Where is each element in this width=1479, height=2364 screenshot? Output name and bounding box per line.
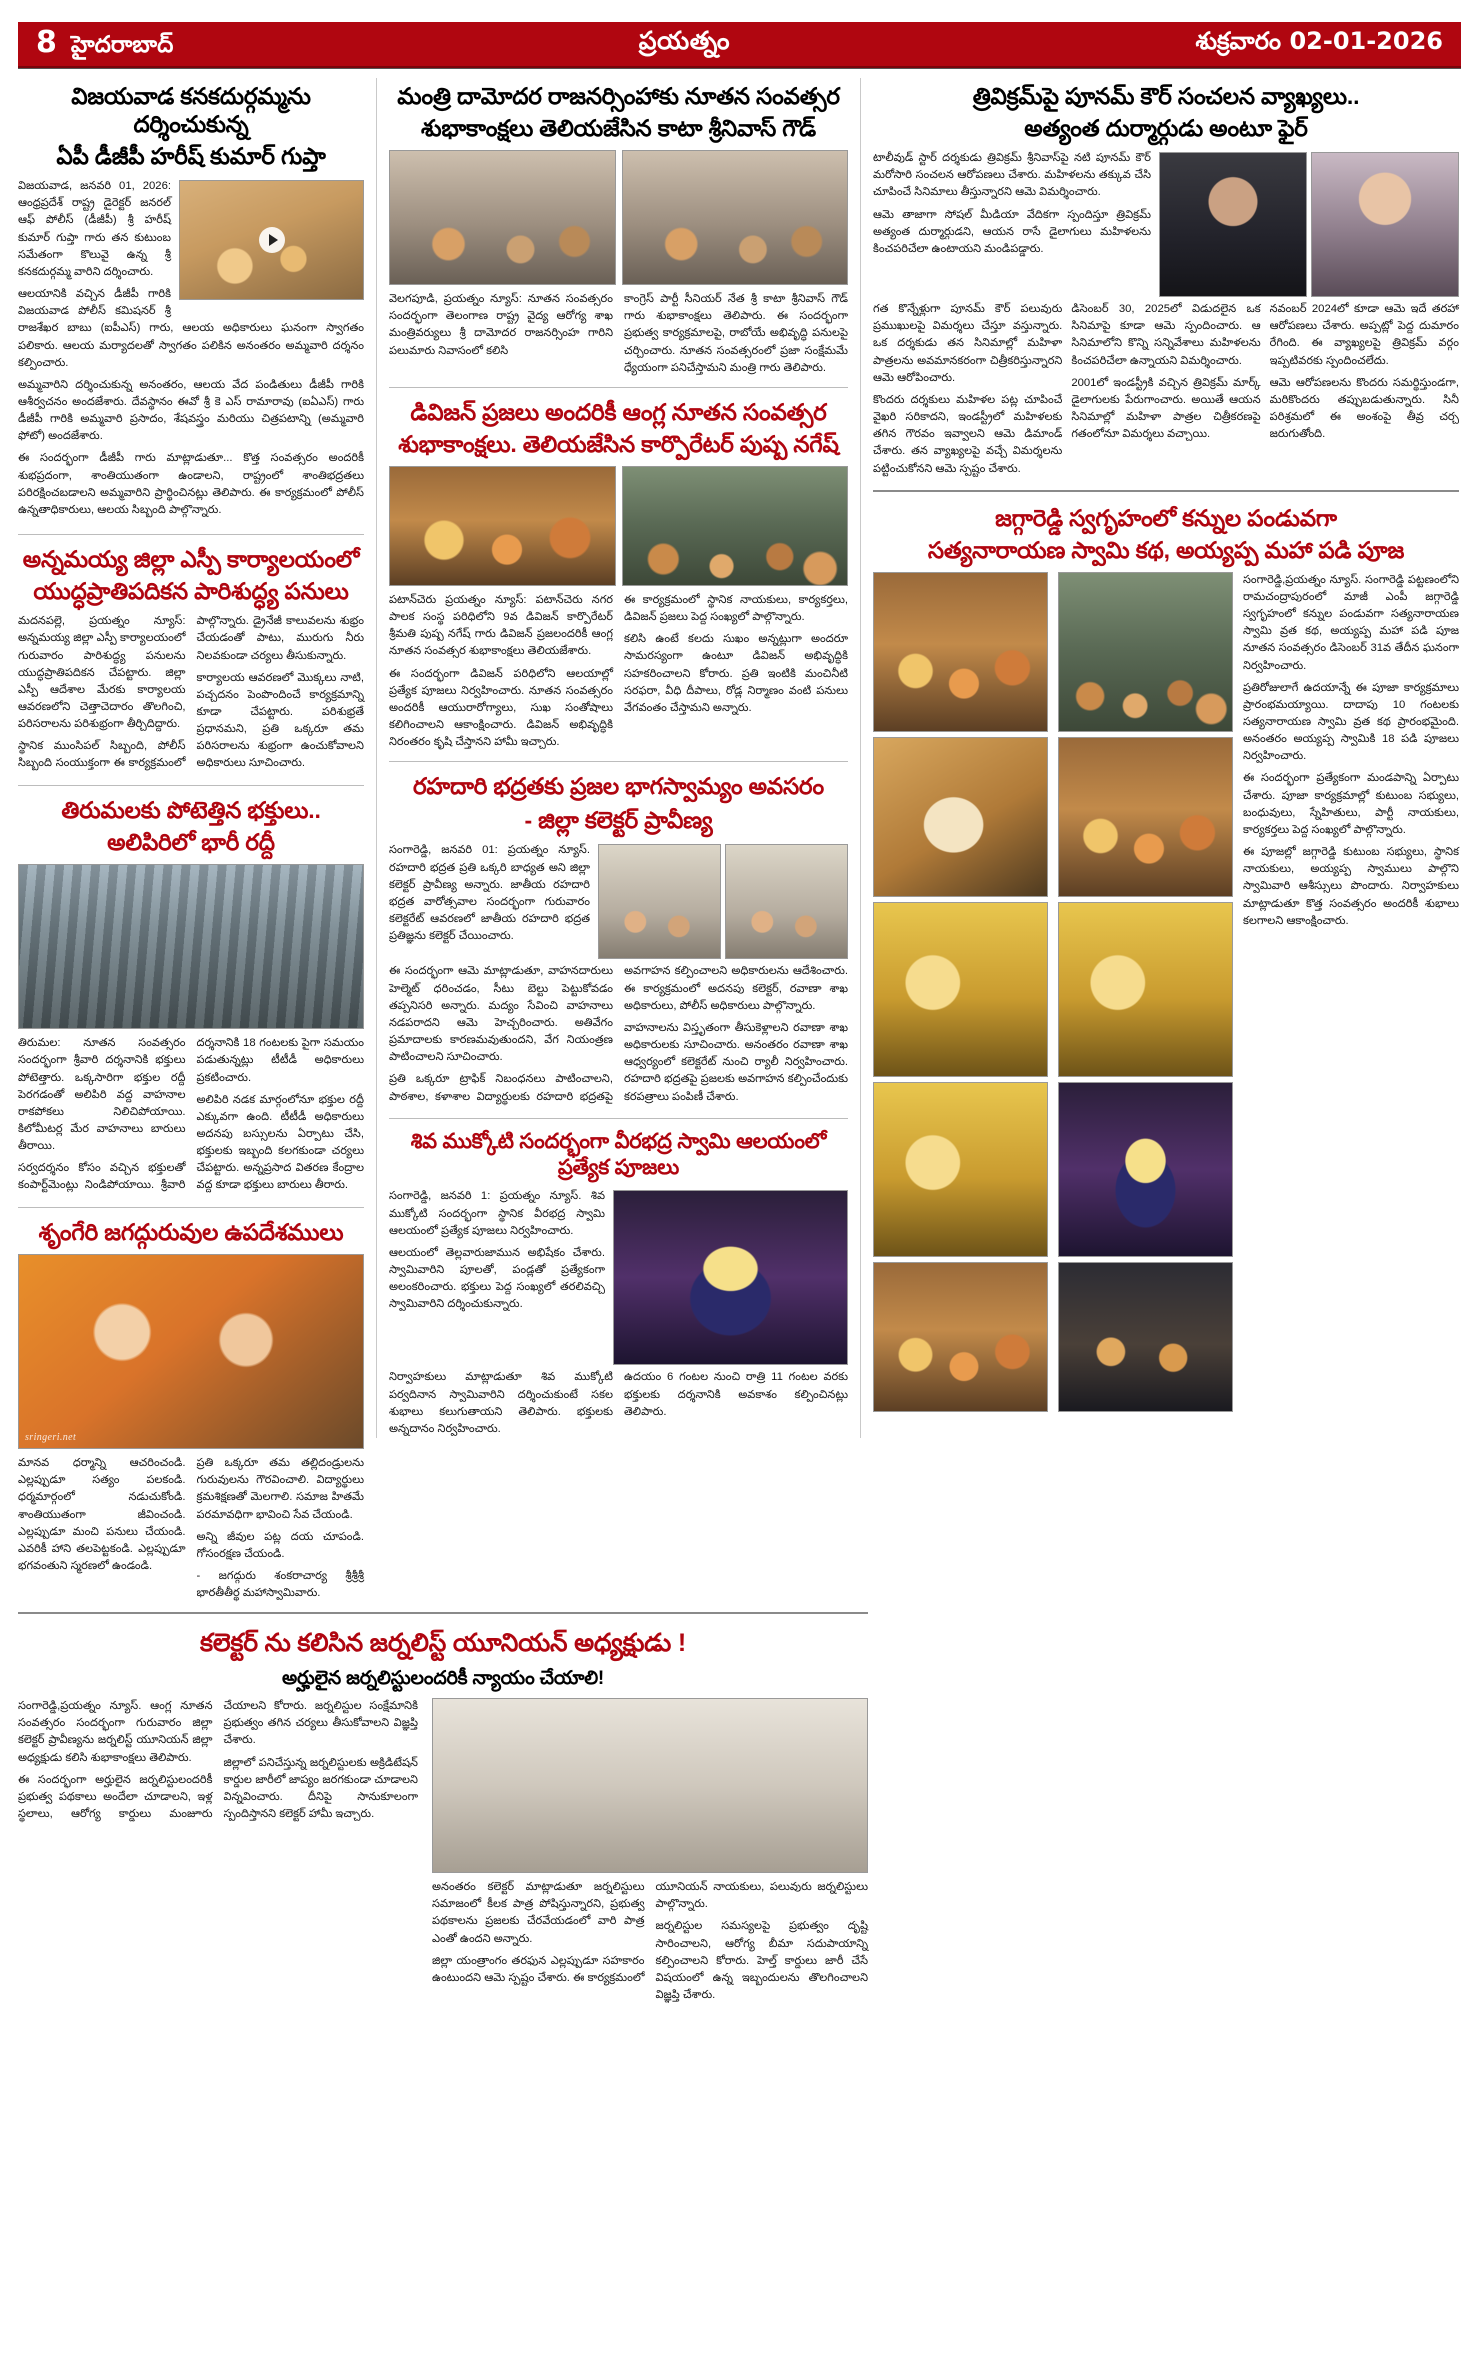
article-a2-body (18, 613, 364, 775)
para: అలిపిరి నడక మార్గంలోనూ భక్తుల రద్దీ ఎక్కువగా ఉంది. టీటీడీ అధికారులు అదనపు బస్సులను ఏర్పాటు చేసి, భక్తులకు ఇబ్బంది కలగకుండా చర్యలు చేపట్టారు. అన్నప్రసాద వితరణ కేంద్రాల వద్ద కూడా భక్తులు బారులు తీరారు. (196, 1093, 364, 1192)
headline-a1-line1: విజయవాడ కనకదుర్గమ్మను దర్శించుకున్న (71, 83, 311, 138)
para: ఉదయం 6 గంటల నుంచి రాత్రి 11 గంటల వరకు భక్తులకు దర్శనానికి అవకాశం కల్పించినట్లు తెలిపారు. (624, 1371, 848, 1418)
para: మానవ ధర్మాన్ని ఆచరించండి. ఎల్లప్పుడూ సత్యం పలకండి. ధర్మమార్గంలో నడుచుకోండి. శాంతియుతంగా జీవించండి. ఎల్లప్పుడూ మంచి పనులు చేయండి. ఎవరికీ హాని తలపెట్టకండి. ఎల్లప్పుడూ భగవంతుని స్మరణలో ఉండండి. (18, 1457, 186, 1573)
photo-pooja-ritual-1 (873, 902, 1048, 1077)
divider (389, 1118, 848, 1119)
para: మదనపల్లె, ప్రయత్నం న్యూస్: అన్నమయ్య జిల్లా ఎస్పీ కార్యాలయంలో గురువారం పారిశుద్ధ్య పనులను యుద్ధప్రాతిపదికన చేపట్టారు. జిల్లా ఎస్పీ ఆదేశాల మేరకు కార్యాలయ ఆవరణలోని చెత్తాచెదారం తొలగించి, పరిసరాలను పరిశుభ్రంగా తీర్చిదిద్దారు. (18, 615, 186, 731)
article-jaggareddy-satyanarayana-pooja (873, 504, 1459, 1412)
photo-trivikram-portrait (1159, 152, 1307, 297)
para: కలిసి ఉంటే కలదు సుఖం అన్నట్లుగా అందరూ సామరస్యంగా ఉంటూ డివిజన్ అభివృద్ధికి సహకరించాలని కోరారు. ప్రతి ఇంటికి మంచినీటి సరఫరా, వీధి దీపాలు, రోడ్ల నిర్మాణం వంటి పనులు వేగవంతం చేస్తామని అన్నారు. (624, 633, 848, 714)
para: సంగారెడ్డి, జనవరి 01: ప్రయత్నం న్యూస్. రహదారి భద్రత ప్రతి ఒక్కరి బాధ్యత అని జిల్లా కలెక్టర్ ప్రావీణ్య అన్నారు. జాతీయ రహదారి భద్రత వారోత్సవాల సందర్భంగా గురువారం కలెక్టరేట్ ఆవరణలో జాతీయ రహదారి భద్రత ప్రతిజ్ఞను కలెక్టర్ చేయించారు. (389, 844, 590, 943)
para: సర్వదర్శనం కోసం వచ్చిన భక్తులతో కంపార్ట్‌మెంట్లు నిండిపోయాయి. శ్రీవారి దర్శనానికి 18 గంటలకు పైగా సమయం పడుతున్నట్లు టీటీడీ అధికారులు ప్రకటించారు. (18, 1037, 364, 1192)
para: ప్రతి ఒక్కరూ ట్రాఫిక్ నిబంధనలు పాటించాలని, పాఠశాల, కళాశాల విద్యార్థులకు రహదారి భద్రతపై అవగాహన కల్పించాలని అధికారులను ఆదేశించారు. ఈ కార్యక్రమంలో అదనపు కలెక్టర్, రవాణా శాఖ అధికారులు, పోలీస్ అధికారులు పాల్గొన్నారు. (389, 965, 848, 1103)
divider (389, 761, 848, 762)
photo-minister-greeting-2 (622, 150, 849, 285)
para: స్థానిక ముంసిపల్ సిబ్బంది, పోలీస్ సిబ్బంది సంయుక్తంగా ఈ కార్యక్రమంలో పాల్గొన్నారు. డ్రైనేజీ కాలువలను శుభ్రం చేయడంతో పాటు, మురుగు నీరు నిలవకుండా చర్యలు తీసుకున్నారు. (18, 615, 364, 770)
para: ఈ కార్యక్రమంలో స్థానిక నాయకులు, కార్యకర్తలు, డివిజన్ ప్రజలు పెద్ద సంఖ్యలో పాల్గొన్నారు. (624, 593, 848, 624)
headline-a3-line1: తిరుమలకు పోటెత్తిన భక్తులు.. (61, 797, 321, 824)
para: ఈ సందర్భంగా అర్హులైన జర్నలిస్టులందరికీ ప్రభుత్వ పథకాలు అందేలా చూడాలని, ఇళ్ల స్థలాలు, ఆరోగ్య కార్డులు మంజూరు చేయాలని కోరారు. జర్నలిస్టుల సంక్షేమానికి ప్రభుత్వం తగిన చర్యలు తీసుకోవాలని విజ్ఞప్తి చేశారు. (18, 1700, 418, 1821)
para: సంగారెడ్డి,ప్రయత్నం న్యూస్. ఆంగ్ల నూతన సంవత్సరం సందర్భంగా గురువారం జిల్లా కలెక్టర్ ప్రావీణ్యను జర్నలిస్ట్ యూనియన్ జిల్లా అధ్యక్షుడు కలిసి శుభాకాంక్షలు తెలిపారు. (18, 1700, 213, 1764)
headline-b2-line1: డివిజన్ ప్రజలు అందరికీ ఆంగ్ల నూతన సంవత్సర (410, 398, 827, 425)
para: టాలీవుడ్ స్టార్ దర్శకుడు త్రివిక్రమ్ శ్రీనివాస్‌పై నటి పూనమ్ కౌర్ మరోసారి సంచలన ఆరోపణలు చేశారు. మహిళలను తక్కువ చేసి చూపించే సినిమాలు తీస్తున్నారని ఆమె విమర్శించారు. (873, 152, 1151, 199)
para: కాంగ్రెస్ పార్టీ సీనియర్ నేత శ్రీ కాటా శ్రీనివాస్ గౌడ్ గారు శుభాకాంక్షలు తెలిపారు. ఈ సందర్భంగా ప్రభుత్వ కార్యక్రమాలపై, రాబోయే అభివృద్ధి పనులపై చర్చించారు. నూతన సంవత్సరంలో ప్రజా సంక్షేమమే ధ్యేయంగా పనిచేస్తామని మంత్రి గారు తెలిపారు. (624, 293, 848, 374)
photo-alipiri-traffic (18, 864, 364, 1029)
para: ప్రతిరోజులాగే ఉదయాన్నే ఈ పూజా కార్యక్రమాలు ప్రారంభమయ్యాయి. దాదాపు 10 గంటలకు సత్యనారాయణ స్వామి వ్రత కథ ప్రారంభమైంది. అనంతరం అయ్యప్ప స్వామికి 18 పడి పూజలు నిర్వహించారు. (1243, 681, 1459, 763)
photo-gathering-3 (1058, 902, 1233, 1077)
article-road-safety-collector (389, 772, 848, 1108)
article-a4-body (18, 1455, 364, 1602)
para: ప్రతి ఒక్కరూ తమ తల్లిదండ్రులను గురువులను గౌరవించాలి. విద్యార్థులు క్రమశిక్షణతో మెలగాలి. సమాజ హితమే పరమావధిగా భావించి సేవ చేయండి. (196, 1457, 364, 1521)
para: జిల్లా యంత్రాంగం తరఫున ఎల్లప్పుడూ సహకారం ఉంటుందని ఆమె స్పష్టం చేశారు. ఈ కార్యక్రమంలో యూనియన్ నాయకులు, పలువురు జర్నలిస్టులు పాల్గొన్నారు. (432, 1881, 868, 1984)
publication-date: శుక్రవారం 02-01-2026 (1195, 27, 1443, 55)
para: ఆమె ఆరోపణలను కొందరు సమర్థిస్తుండగా, మరికొందరు తప్పుబడుతున్నారు. సినీ పరిశ్రమలో ఈ అంశంపై తీవ్ర చర్చ జరుగుతోంది. (1269, 376, 1459, 441)
article-b1-body (389, 291, 848, 377)
photo-drum-procession (873, 737, 1048, 897)
para: ఈ సందర్భంగా డివిజన్ పరిధిలోని ఆలయాల్లో ప్రత్యేక పూజలు నిర్వహించారు. నూతన సంవత్సరం అందరికీ ఆయురారోగ్యాలు, సుఖ సంతోషాలు కలిగించాలని ఆకాంక్షించారు. డివిజన్ అభివృద్ధికి నిరంతరం కృషి చేస్తానని హామీ ఇచ్చారు. (389, 667, 613, 749)
para: సంగారెడ్డి,ప్రయత్నం న్యూస్. సంగారెడ్డి పట్టణంలోని రామచంద్రాపురంలో మాజీ ఎంపీ జగ్గారెడ్డి స్వగృహంలో కన్నుల పండువగా సత్యనారాయణ స్వామి వ్రత కథ, అయ్యప్ప మహా పడి పూజ నూతన సంవత్సరం డిసెంబర్ 31వ తేదీన ఘనంగా నిర్వహించారు. (1243, 573, 1459, 672)
photo-poonam-kaur-portrait (1311, 152, 1459, 297)
divider (873, 490, 1459, 492)
para: ఆమె తాజాగా సోషల్ మీడియా వేదికగా స్పందిస్తూ త్రివిక్రమ్ అత్యంత దుర్మార్గుడని, ఆయన రాసే డైలాగులు మహిళలను కించపరిచేలా ఉంటాయని మండిపడ్డారు. (873, 208, 1151, 255)
article-tirumala-rush (18, 796, 364, 1197)
headline-b1-line1: మంత్రి దామోదర రాజనర్సింహాకు నూతన సంవత్సర (397, 83, 840, 109)
headline-a2-line2: యుద్ధప్రాతిపదికన పారిశుద్ధ్య పనులు (33, 578, 349, 605)
headline-c2-line1: జగ్గారెడ్డి స్వగృహంలో కన్నుల పండువగా (995, 504, 1337, 531)
headline-a4: శృంగేరి జగద్గురువుల ఉపదేశములు (38, 1219, 344, 1246)
para: ఈ పూజల్లో జగ్గారెడ్డి కుటుంబ సభ్యులు, స్థానిక నాయకులు, అయ్యప్ప స్వాములు పాల్గొని స్వామివారి ఆశీస్సులు పొందారు. నిర్వాహకులు మాట్లాడుతూ కొత్త సంవత్సరం అందరికీ శుభాలు కలగాలని ఆకాంక్షించారు. (1243, 846, 1459, 927)
article-b3-body (389, 842, 848, 1108)
photo-group-b2 (389, 466, 848, 586)
divider (389, 387, 848, 388)
para: ఈ సందర్భంగా డీజీపీ గారు మాట్లాడుతూ... కొత్త సంవత్సరం అందరికీ శుభప్రదంగా, శాంతియుతంగా ఉండాలని, రాష్ట్రంలో శాంతిభద్రతలు పరిరక్షించబడాలని అమ్మవారిని ప్రార్థించినట్లు తెలిపారు. ఈ కార్యక్రమంలో పోలీస్ ఉన్నతాధికారులు, ఆలయ సిబ్బంది పాల్గొన్నారు. (18, 452, 364, 516)
article-c2-layout (873, 572, 1459, 1412)
headline-a1-line2: ఏపీ డీజీపీ హరీష్ కుమార్ గుప్తా (56, 143, 326, 170)
photo-road-safety-1 (598, 844, 721, 959)
headline-b3-line1: రహదారి భద్రతకు ప్రజల భాగస్వామ్యం అవసరం (412, 773, 825, 800)
photo-pooja-1 (873, 572, 1048, 732)
article-b4-body (389, 1188, 848, 1438)
photo-group-b3 (598, 844, 848, 959)
column-3 (861, 78, 1459, 1412)
photo-gathering-2 (1058, 737, 1233, 897)
headline-c1-line1: త్రివిక్రమ్‌పై పూనమ్ కౌర్ సంచలన వ్యాఖ్యలు.. (972, 83, 1360, 109)
headline-c2-line2: సత్యనారాయణ స్వామి కథ, అయ్యప్ప మహా పడి పూజ (927, 536, 1405, 563)
play-icon[interactable] (259, 227, 285, 253)
photo-veerabhadra-deity (613, 1190, 848, 1365)
article-b2-body (389, 592, 848, 751)
para: అనంతరం కలెక్టర్ మాట్లాడుతూ జర్నలిస్టులు సమాజంలో కీలక పాత్ర పోషిస్తున్నారని, ప్రభుత్వ పథకాలను ప్రజలకు చేరవేయడంలో వారి పాత్ర ఎంతో ఉందని అన్నారు. (432, 1881, 645, 1945)
headline-c1-line2: అత్యంత దుర్మార్గుడు అంటూ ఫైర్ (1024, 115, 1308, 142)
divider (18, 1207, 364, 1208)
para: సంగారెడ్డి, జనవరి 1: ప్రయత్నం న్యూస్. శివ ముక్కోటి సందర్భంగా స్థానిక వీరభద్ర స్వామి ఆలయంలో ప్రత్యేక పూజలు నిర్వహించారు. (389, 1190, 605, 1237)
headline-b3-line2: - జిల్లా కలెక్టర్ ప్రావీణ్య (524, 807, 713, 834)
para: విజయవాడ, జనవరి 01, 2026: ఆంధ్రప్రదేశ్ రాష్ట్ర డైరెక్టర్ జనరల్ ఆఫ్ పోలీస్ (డీజీపీ) శ్రీ హరీష్ కుమార్ గుప్తా గారు తన కుటుంబ సమేతంగా కొలువై ఉన్న శ్రీ కనకదుర్గమ్మ వారిని దర్శించారు. (18, 180, 171, 278)
headline-b2-line2: శుభాకాంక్షలు. తెలియజేసిన కార్పొరేటర్ పుష్ప నగేష్ (398, 430, 839, 457)
photo-group-b1 (389, 150, 848, 285)
article-sringeri-upadesam (18, 1218, 364, 1602)
para: కొందరు దర్శకులు మహిళల పట్ల చూపించే వైఖరి సరికాదని, ఇండస్ట్రీలో మహిళలకు తగిన గౌరవం ఇవ్వాలని ఆమె డిమాండ్ చేశారు. తన వ్యాఖ్యలపై వచ్చే విమర్శలను పట్టించుకోనని ఆమె స్పష్టం చేశారు. (873, 393, 1063, 475)
photo-corporator-event-2 (622, 466, 849, 586)
para: వెలగపూడి, ప్రయత్నం న్యూస్: నూతన సంవత్సరం సందర్భంగా తెలంగాణ రాష్ట్ర వైద్య ఆరోగ్య శాఖ మంత్రివర్యులు శ్రీ దామోదర రాజనర్సింహ గారిని పలుమారు నివాసంలో కలిసి (389, 293, 613, 357)
para: 2001లో ఇండస్ట్రీకి వచ్చిన త్రివిక్రమ్ మార్క్ డైలాగులకు పేరుగాంచారు. అయితే ఆయన సినిమాల్లో మహిళా పాత్రల చిత్రీకరణపై గతంలోనూ విమర్శలు వచ్చాయి. (1071, 376, 1261, 441)
headline-a2-line1: అన్నమయ్య జిల్లా ఎస్పీ కార్యాలయంలో (22, 546, 360, 573)
headline-b4: శివ ముక్కోటి సందర్భంగా వీరభద్ర స్వామి ఆలయంలో ప్రత్యేక పూజలు (410, 1130, 827, 1179)
photo-stack-c2-middle (1058, 572, 1233, 1412)
para: నిర్వాహకులు మాట్లాడుతూ శివ ముక్కోటి పర్వదినాన స్వామివారిని దర్శించుకుంటే సకల శుభాలు కలుగుతాయని తెలిపారు. భక్తులకు అన్నదానం నిర్వహించారు. (389, 1371, 613, 1435)
photo-minister-greeting-1 (389, 150, 616, 285)
article-veerabhadra-temple-pooja (389, 1129, 848, 1438)
para: జర్నలిస్టుల సమస్యలపై ప్రభుత్వం దృష్టి సారించాలని, ఆరోగ్య బీమా సదుపాయాన్ని కల్పించాలని కోరారు. హెల్త్ కార్డులు జారీ చేసే విషయంలో ఉన్న ఇబ్బందులను తొలగించాలని విజ్ఞప్తి చేశారు. (655, 1920, 868, 2002)
headline-a3-line2: అలిపిరిలో భారీ రద్దీ (107, 829, 275, 856)
article-a4-signature: - జగద్గురు శంకరాచార్య శ్రీశ్రీశ్రీ భారతీతీర్థ మహాస్వామివారు. (196, 1570, 364, 1600)
article-poonam-kaur-trivikram (873, 82, 1459, 478)
photo-watermark: sringeri.net (25, 1432, 77, 1444)
page-number: 8 (36, 24, 57, 60)
article-c1-body (873, 150, 1459, 478)
photo-stack-c2-left (873, 572, 1048, 1412)
bottom-body-right (432, 1879, 868, 2004)
photo-sringeri-gurus (18, 1254, 364, 1449)
para: కార్యాలయ ఆవరణలో మొక్కలు నాటి, పచ్చదనం పెంపొందించే కార్యక్రమాన్ని కూడా చేపట్టారు. పరిశుభ్రతే ప్రధానమని, ప్రతి ఒక్కరూ తమ పరిసరాలను శుభ్రంగా ఉంచుకోవాలని అధికారులు సూచించారు. (196, 671, 364, 770)
para: గత కొన్నేళ్లుగా పూనమ్ కౌర్ పలువురు ప్రముఖులపై విమర్శలు చేస్తూ వస్తున్నారు. ఒక దర్శకుడు తన సినిమాల్లో మహిళా పాత్రలను అవమానకరంగా చిత్రీకరిస్తున్నారని ఆమె ఆరోపించారు. (873, 303, 1063, 384)
para: ఆలయంలో తెల్లవారుజామున అభిషేకం చేశారు. స్వామివారిని పూలతో, పండ్లతో ప్రత్యేకంగా అలంకరించారు. భక్తులు పెద్ద సంఖ్యలో తరలివచ్చి స్వామివారిని దర్శించుకున్నారు. (389, 1246, 605, 1311)
para: జిల్లాలో పనిచేస్తున్న జర్నలిస్టులకు అక్రిడిటేషన్ కార్డుల జారీలో జాప్యం జరగకుండా చూడాలని విన్నవించారు. దీనిపై సానుకూలంగా స్పందిస్తానని కలెక్టర్ హామీ ఇచ్చారు. (223, 1756, 418, 1821)
divider (18, 785, 364, 786)
city-name: హైదరాబాద్ (70, 30, 174, 57)
photo-group-c1 (1159, 152, 1459, 297)
column-2 (376, 78, 861, 1438)
article-dgp-kanakadurga (18, 82, 364, 524)
photo-corporator-event-1 (389, 466, 616, 586)
masthead-left (36, 25, 173, 64)
para: పటాన్‌చెరు ప్రయత్నం న్యూస్: పటాన్‌చెరు నగర పాలక సంస్థ పరిధిలోని 9వ డివిజన్ కార్పొరేటర్ శ్రీమతి పుష్ప నగేష్ గారు డివిజన్ ప్రజలందరికీ ఆంగ్ల నూతన సంవత్సర శుభాకాంక్షలు తెలియజేశారు. (389, 593, 613, 658)
para: ఆలయానికి వచ్చిన డీజీపీ గారికి విజయవాడ పోలీస్ కమిషనర్ శ్రీ రాజశేఖర బాబు (ఐపీఎస్) గారు, ఆలయ అధికారులు ఘనంగా స్వాగతం పలికారు. ఆలయ మర్యాదలతో స్వాగతం పలికిన అనంతరం అమ్మవారి దర్శనం కల్పించారు. (18, 288, 364, 369)
photo-ayyappa-deity (1058, 1082, 1233, 1257)
article-minister-damodar-greetings (389, 82, 848, 377)
bottom-layout (18, 1698, 868, 2004)
article-a1-body (18, 178, 364, 524)
photo-dgp-temple (179, 180, 364, 300)
para: డిసెంబర్ 30, 2025లో విడుదలైన ఒక సినిమాపై కూడా ఆమె స్పందించారు. ఆ సినిమాలోని కొన్ని సన్నివేశాలు మహిళలను కించపరిచేలా ఉన్నాయని విమర్శించారు. (1071, 303, 1261, 367)
photo-journalist-collector (432, 1698, 868, 1873)
bottom-body-left (18, 1698, 418, 2004)
para: అమ్మవారిని దర్శించుకున్న అనంతరం, ఆలయ వేద పండితులు డీజీపీ గారికి ఆశీర్వచనం అందజేశారు. దేవస్థానం ఈవో శ్రీ కె ఎస్ రామారావు (ఐఏఎస్) గారు డీజీపీ గారికి అమ్మవారి ప్రసాదం, శేషవస్త్రం మరియు చిత్రపటాన్ని (అమ్మవారి ఫోటో) అందజేశారు. (18, 378, 364, 443)
para: వాహనాలను విస్తృతంగా తీసుకెళ్లాలని రవాణా శాఖ అధికారులకు సూచించారు. అనంతరం రవాణా శాఖ ఆధ్వర్యంలో కలెక్టరేట్ నుంచి ర్యాలీ నిర్వహించారు. రహదారి భద్రతపై ప్రజలకు అవగాహన కల్పించేందుకు కరపత్రాలు పంపిణీ చేశారు. (624, 1021, 848, 1103)
para: తిరుమల: నూతన సంవత్సరం సందర్భంగా శ్రీవారి దర్శనానికి భక్తులు పోటెత్తారు. ఒక్కసారిగా భక్తుల రద్దీ పెరగడంతో అలిపిరి వద్ద వాహనాల రాకపోకలు నిలిచిపోయాయి. కిలోమీటర్ల మేర వాహనాలు బారులు తీరాయి. (18, 1037, 186, 1153)
divider (18, 534, 364, 535)
article-c2-body (1243, 572, 1459, 1412)
article-annamayya-sanitation (18, 545, 364, 775)
headline-bottom: కలెక్టర్ ను కలిసిన జర్నలిస్ట్ యూనియన్ అధ్యక్షుడు ! (200, 1629, 686, 1658)
photo-pooja-ritual-3 (873, 1262, 1048, 1412)
masthead (18, 22, 1461, 68)
headline-b1-line2: శుభాకాంక్షలు తెలియజేసిన కాటా శ్రీనివాస్ గౌడ్ (421, 115, 816, 142)
publication-title: ప్రయత్నం (638, 26, 731, 55)
photo-road-safety-2 (725, 844, 848, 959)
para: అన్ని జీవుల పట్ల దయ చూపండి. గోసంరక్షణ చేయండి. (196, 1530, 364, 1560)
column-1 (18, 78, 376, 1602)
photo-gathering-4 (1058, 1262, 1233, 1412)
para: ఈ సందర్భంగా ప్రత్యేకంగా మండపాన్ని ఏర్పాటు చేశారు. పూజా కార్యక్రమాల్లో కుటుంబ సభ్యులు, బంధువులు, స్నేహితులు, పార్టీ నాయకులు, కార్యకర్తలు పెద్ద సంఖ్యలో పాల్గొన్నారు. (1243, 772, 1459, 836)
article-corporator-pushpa-nagesh (389, 398, 848, 752)
bottom-right (432, 1698, 868, 2004)
article-a3-body (18, 1035, 364, 1197)
bottom-section (18, 1612, 868, 2004)
photo-pooja-ritual-2 (873, 1082, 1048, 1257)
photo-gathering-1 (1058, 572, 1233, 732)
subheadline-bottom: అర్హులైన జర్నలిస్టులందరికీ న్యాయం చేయాలి! (281, 1667, 605, 1689)
para: ఈ సందర్భంగా ఆమె మాట్లాడుతూ, వాహనదారులు హెల్మెట్ ధరించడం, సీటు బెల్టు పెట్టుకోవడం తప్పనిసరి అన్నారు. మద్యం సేవించి వాహనాలు నడపరాదని ఆమె హెచ్చరించారు. అతివేగం ప్రమాదాలకు కారణమవుతుందని, వేగ నియంత్రణ పాటించాలని సూచించారు. (389, 965, 613, 1064)
para: నవంబర్ 2024లో కూడా ఆమె ఇదే తరహా ఆరోపణలు చేశారు. అప్పట్లో పెద్ద దుమారం రేగింది. ఈ వ్యాఖ్యలపై త్రివిక్రమ్ వర్గం ఇప్పటివరకు స్పందించలేదు. (1269, 303, 1459, 367)
content-columns (18, 78, 1461, 1602)
